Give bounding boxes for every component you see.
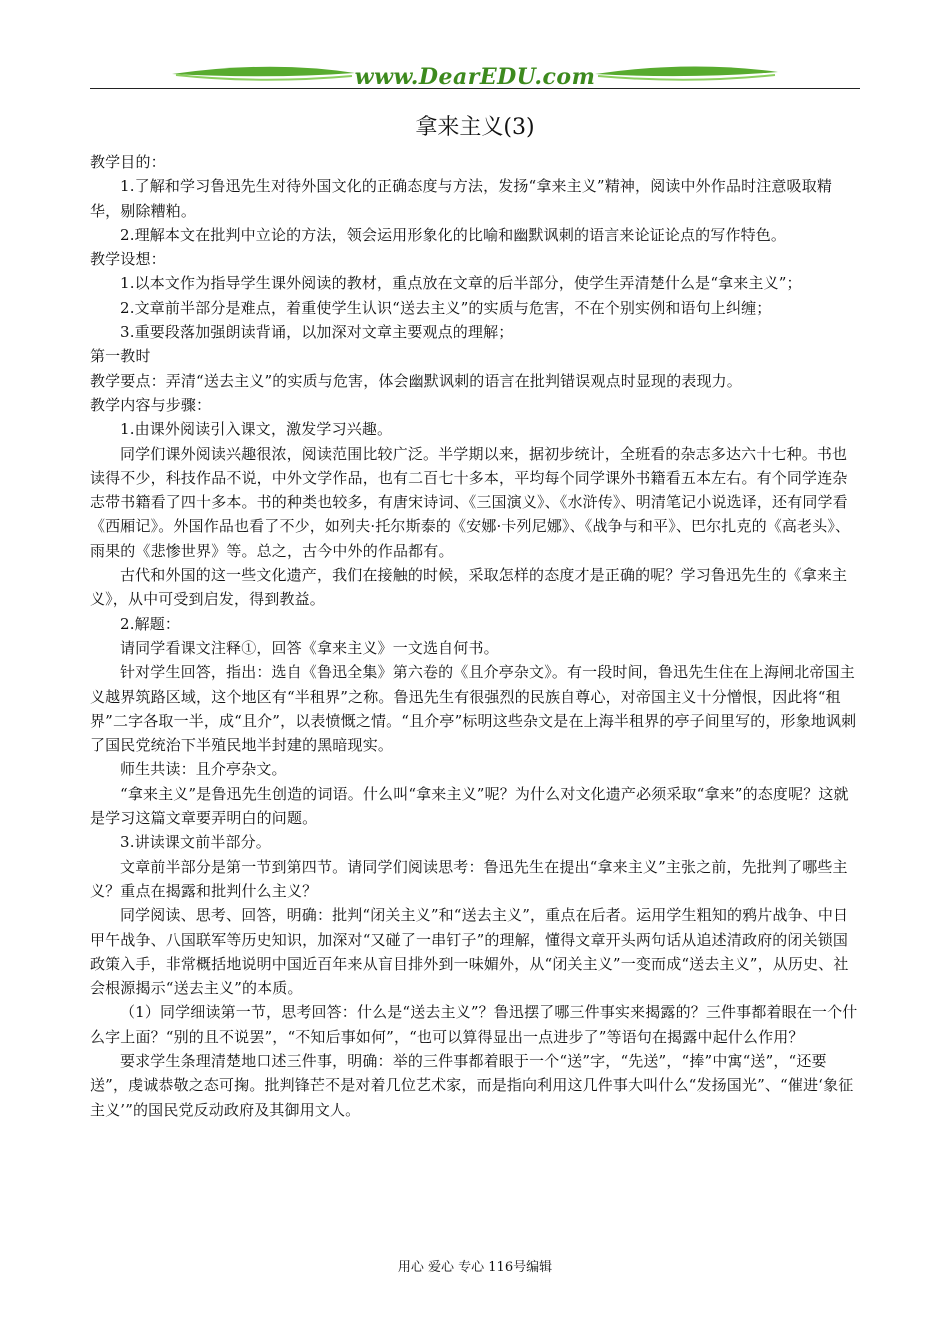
paragraph: 1.由课外阅读引入课文，激发学习兴趣。 — [120, 420, 393, 439]
paragraph: （1）同学细读第一节，思考回答：什么是“送去主义”？鲁迅摆了哪三件事实来揭露的？三件事都着眼在一个什么字上面？“别的且不说罢”，“不知后事如何”，“也可以算得显出一点进步了”等语句在揭露中起什么作用？ — [90, 1003, 858, 1046]
paragraph: 1.了解和学习鲁迅先生对待外国文化的正确态度与方法，发扬“拿来主义”精神，阅读中外作品时注意吸取精华，剔除糟粕。 — [90, 177, 833, 220]
paragraph: 同学阅读、思考、回答，明确：批判“闭关主义”和“送去主义”，重点在后者。运用学生粗知的鸦片战争、中日甲午战争、八国联军等历史知识，加深对“又碰了一串钉子”的理解，懂得文章开头两句话从追述清政府的闭关锁国政策入手，非常概括地说明中国近百年来从盲目排外到一味媚外，从“闭关主义”一变而成“送去主义”，从历史、社会根源揭示“送去主义”的本质。 — [90, 906, 849, 998]
paragraph: 文章前半部分是第一节到第四节。请同学们阅读思考：鲁迅先生在提出“拿来主义”主张之前，先批判了哪些主义？重点在揭露和批判什么主义？ — [90, 857, 848, 900]
paragraph: 1.以本文作为指导学生课外阅读的教材，重点放在文章的后半部分，使学生弄清楚什么是“拿来主义”； — [120, 274, 802, 293]
header-rule — [90, 88, 860, 89]
heading-steps: 教学内容与步骤： — [90, 395, 212, 414]
doc-body — [90, 150, 860, 1122]
paragraph: 古代和外国的这一些文化遗产，我们在接触的时候，采取怎样的态度才是正确的呢？学习鲁迅先生的《拿来主义》，从中可受到启发，得到教益。 — [90, 566, 848, 609]
paragraph: 2.解题： — [120, 614, 181, 633]
paragraph: “拿来主义”是鲁迅先生创造的词语。什么叫“拿来主义”呢？为什么对文化遗产必须采取“拿来”的态度呢？这就是学习这篇文章要弄明白的问题。 — [90, 784, 849, 828]
heading-key-points: 教学要点：弄清“送去主义”的实质与危害，体会幽默讽刺的语言在批判错误观点时显现的表现力。 — [90, 371, 742, 390]
site-url[interactable]: www.DearEDU.com — [354, 64, 596, 90]
heading-plan: 教学设想： — [90, 250, 166, 269]
paragraph: 师生共读：且介亭杂文。 — [120, 760, 287, 779]
paragraph: 2.文章前半部分是难点，着重使学生认识“送去主义”的实质与危害，不在个别实例和语句上纠缠； — [120, 298, 772, 317]
heading-first-lesson: 第一教时 — [90, 347, 151, 366]
paragraph: 同学们课外阅读兴趣很浓，阅读范围比较广泛。半学期以来，据初步统计，全班看的杂志多达六十七种。书也读得不少，科技作品不说，中外文学作品，也有二百七十多本，平均每个同学课外书籍看五本左右。有个同学连杂志带书籍看了四十多本。书的种类也较多，有唐宋诗词、《三国演义》、《水浒传》、明清笔记小说选译，还有同学看《西厢记》。外国作品也看了不少，如列夫·托尔斯泰的《安娜·卡列尼娜》、《战争与和平》、巴尔扎克的《高老头》、雨果的《悲惨世界》等。总之，古今中外的作品都有。 — [90, 444, 851, 560]
paragraph: 3.重要段落加强朗读背诵，以加深对文章主要观点的理解； — [120, 323, 514, 342]
paragraph: 2.理解本文在批判中立论的方法，领会运用形象化的比喻和幽默讽刺的语言来论证论点的写作特色。 — [120, 225, 787, 244]
doc-title: 拿来主义(3) — [415, 115, 535, 140]
paragraph: 要求学生条理清楚地口述三件事，明确：举的三件事都着眼于一个“送”字，“先送”，“捧”中寓“送”，“还要送”，虔诚恭敬之态可掬。批判锋芒不是对着几位艺术家，而是指向利用这几件事大叫什么“发扬国光”、“催进‘象征主义’”的国民党反动政府及其御用文人。 — [90, 1051, 854, 1119]
page-footer: 用心 爱心 专心 116号编辑 — [397, 1260, 553, 1275]
paragraph: 针对学生回答，指出：选自《鲁迅全集》第六卷的《且介亭杂文》。有一段时间，鲁迅先生住在上海闸北帝国主义越界筑路区域，这个地区有“半租界”之称。鲁迅先生有很强烈的民族自尊心，对帝国主义十分憎恨，因此将“租界”二字各取一半，成“且介”，以表愤慨之情。“且介亭”标明这些杂文是在上海半租界的亭子间里写的，形象地讽刺了国民党统治下半殖民地半封建的黑暗现实。 — [90, 663, 857, 755]
paragraph: 请同学看课文注释①，回答《拿来主义》一文选自何书。 — [120, 638, 499, 657]
heading-objectives: 教学目的： — [90, 153, 166, 171]
paragraph: 3.讲读课文前半部分。 — [120, 833, 271, 852]
